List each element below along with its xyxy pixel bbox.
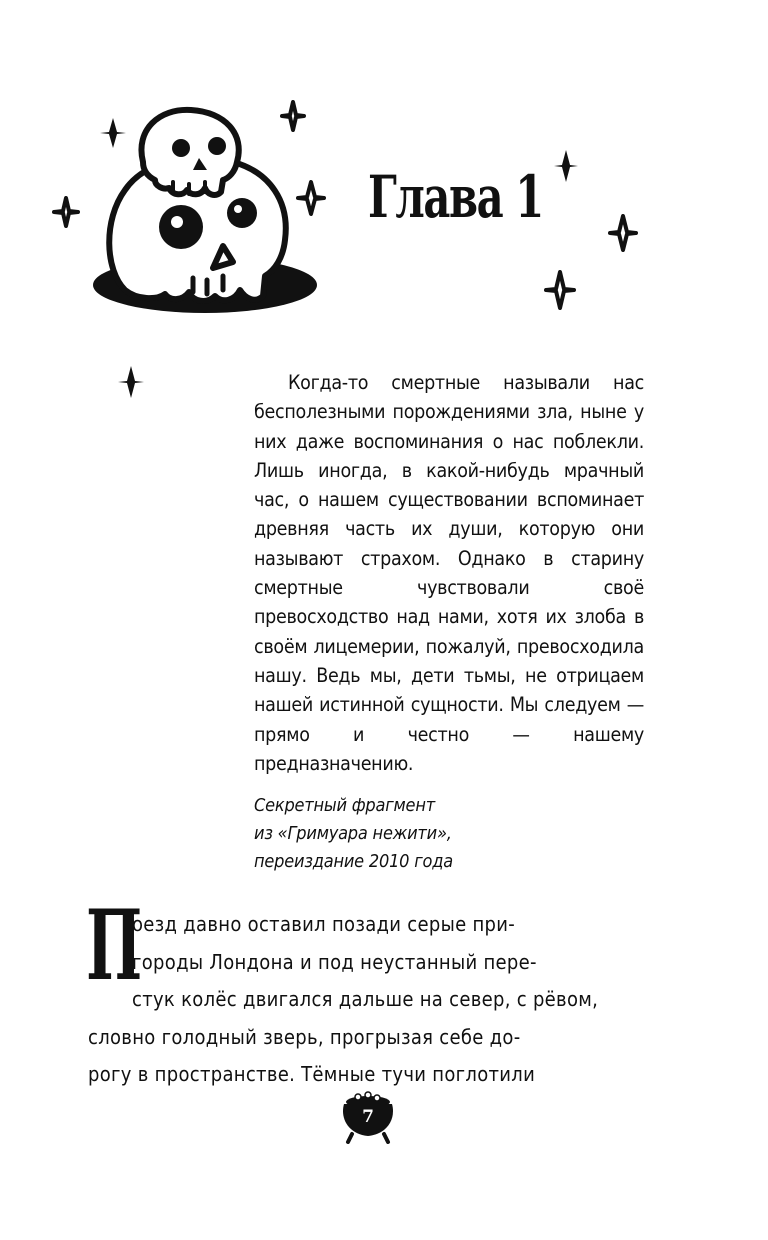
body-line: рогу в пространстве. Тёмные тучи поглотили xyxy=(88,1062,536,1086)
sparkle-icon xyxy=(608,214,638,252)
sparkle-icon xyxy=(52,196,80,228)
sparkle-icon xyxy=(100,118,126,148)
page-number: 7 xyxy=(362,1107,374,1127)
attribution-line: переиздание 2010 года xyxy=(254,851,453,873)
sparkle-icon xyxy=(296,180,326,216)
sparkle-icon xyxy=(280,100,306,132)
attribution-line: из «Гримуара нежити», xyxy=(254,823,452,845)
body-line: стук колёс двигался дальше на север, с рёвом, xyxy=(132,987,599,1011)
epigraph-attribution xyxy=(254,792,644,876)
attribution-line: Секретный фрагмент xyxy=(254,795,435,817)
sparkle-icon xyxy=(118,366,144,398)
sparkle-icon xyxy=(544,270,576,310)
drop-cap: П xyxy=(86,889,143,1002)
body-line: городы Лондона и под неустанный пере- xyxy=(132,949,537,974)
body-line: оезд давно оставил позади серые при- xyxy=(132,912,516,936)
body-line: словно голодный зверь, прогрызая себе до- xyxy=(88,1024,521,1049)
epigraph xyxy=(254,368,644,876)
page-number-badge xyxy=(338,1090,398,1144)
chapter-body xyxy=(86,889,644,1094)
chapter-title: Глава 1 xyxy=(368,163,543,231)
epigraph-text: Когда-то смертные называли нас бесполезными порождениями зла, ныне у них даже воспоминания о нас поблекли. Лишь иногда, в какой-нибудь мрачный час, о нашем существовании вспоминает древняя часть их души, которую они называют страхом. Однако в старину смертные чувствовали своё превосходство над нами, хотя их злоба в своём лицемерии, пожалуй, превосходила нашу. Ведь мы, дети тьмы, не отрицаем нашей истинной сущности. Мы следуем — прямо и честно — нашему предназначению. xyxy=(254,371,644,775)
sparkle-icon xyxy=(554,150,578,182)
